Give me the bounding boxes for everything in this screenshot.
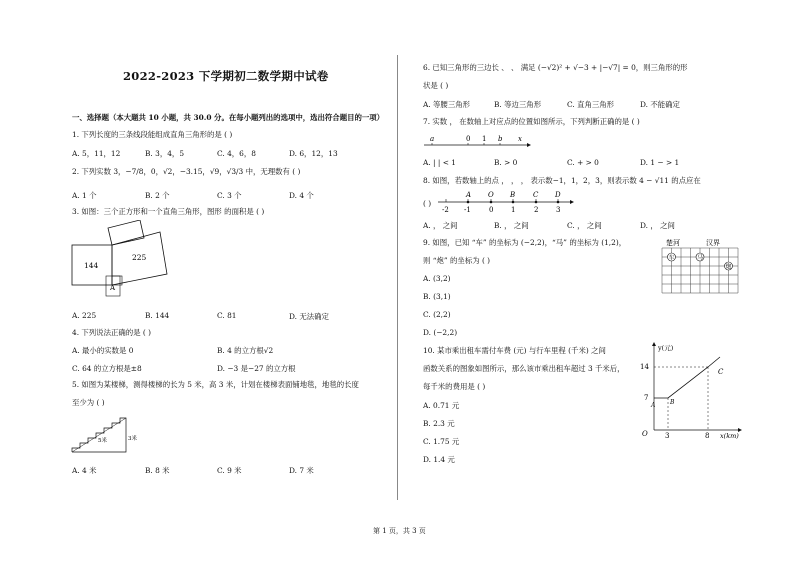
q1-option-a: A. 5，11，12: [72, 149, 121, 158]
q1-option-d: D. 6，12，13: [289, 149, 338, 158]
q5-option-c: C. 9 米: [217, 466, 242, 475]
q5-stairs-figure: [70, 410, 140, 454]
q7-label-x: x: [518, 135, 522, 143]
q10-option-c: C. 1.75 元: [423, 437, 460, 446]
q9-option-b: B. (3,1): [423, 292, 451, 301]
q9-river-right: 汉界: [706, 239, 720, 247]
column-divider: [397, 55, 398, 500]
q10-option-d: D. 1.4 元: [423, 455, 455, 464]
q10-ytick-7: 7: [644, 394, 649, 402]
q8-stem: 8. 如图，若数轴上的点 ， ， ， 表示数−1，1，2，3，则表示数 4 − √11 的点应在: [423, 176, 701, 185]
q3-stem: 3. 如图：三个正方形和一个直角三角形，图形 的面积是 ( ): [72, 207, 265, 216]
q5-option-a: A. 4 米: [72, 466, 97, 475]
q3-option-b: B. 144: [145, 311, 170, 320]
q8-letter-c: C: [533, 191, 539, 199]
q8-num-2: 2: [534, 206, 539, 214]
q9-chess-board: [658, 236, 742, 296]
q10-ytick-14: 14: [640, 363, 649, 371]
q2-option-a: A. 1 个: [72, 191, 97, 200]
q9-piece-ma: 马: [697, 254, 704, 262]
q7-option-c: C. + > 0: [567, 158, 599, 167]
q10-xtick-3: 3: [665, 432, 670, 440]
q4-stem: 4. 下列说法正确的是 ( ): [72, 328, 151, 337]
q3-label-a: A: [110, 284, 116, 292]
q10-xlabel: x(km): [720, 432, 739, 440]
q7-label-a: a: [430, 135, 435, 143]
q10-origin: O: [642, 430, 648, 438]
q6-option-c: C. 直角三角形: [567, 100, 615, 109]
q8-letter-a: A: [466, 191, 472, 199]
q9-stem-line1: 9. 如图，已知 “车” 的坐标为 (−2,2)，“马” 的坐标为 (1,2)，: [423, 238, 627, 247]
q6-stem-line2: 状是 ( ): [423, 81, 449, 90]
q8-letter-o: O: [488, 191, 494, 199]
q7-option-b: B. > 0: [494, 158, 518, 167]
q10-point-b: B: [670, 399, 675, 406]
q9-option-a: A. (3,2): [423, 274, 451, 283]
q7-stem: 7. 实数 ， 在数轴上对应点的位置如图所示，下列判断正确的是 ( ): [423, 117, 640, 126]
page-footer: 第 1 页，共 3 页: [373, 527, 426, 535]
q8-num-neg1: -1: [464, 206, 471, 214]
q5-label-hyp: 5米: [98, 438, 107, 444]
q8-option-d: D. ， 之间: [640, 221, 675, 230]
q4-option-c: C. 64 的立方根是±8: [72, 364, 142, 373]
q8-paren: ( ): [423, 199, 432, 208]
q8-option-c: C. ， 之间: [567, 221, 602, 230]
q8-num-3: 3: [556, 206, 561, 214]
q10-stem-line2: 函数关系的图象如图所示，那么该市乘出租车超过 3 千米后，: [423, 364, 625, 373]
q7-label-1: 1: [482, 135, 487, 143]
q5-option-b: B. 8 米: [145, 466, 170, 475]
q8-letter-d: D: [555, 191, 561, 199]
q3-option-c: C. 81: [217, 311, 237, 320]
q5-label-height: 3米: [128, 436, 137, 442]
q4-option-b: B. 4 的立方根√2: [217, 346, 274, 355]
q3-option-d: D. 无法确定: [289, 312, 329, 321]
q1-option-b: B. 3，4，5: [145, 149, 185, 158]
q2-stem: 2. 下列实数 3，−7/8，0，√2，−3.15，√9，√3/3 中，无理数有 ( ): [72, 167, 301, 176]
q8-option-b: B. ， 之间: [494, 221, 529, 230]
q1-stem: 1. 下列长度的三条线段能组成直角三角形的是 ( ): [72, 130, 233, 139]
q10-option-b: B. 2.3 元: [423, 419, 455, 428]
q7-label-b: b: [498, 135, 503, 143]
q1-option-c: C. 4，6，8: [217, 149, 256, 158]
q10-xtick-8: 8: [705, 432, 710, 440]
q9-option-d: D. (−2,2): [423, 328, 458, 337]
q6-option-a: A. 等腰三角形: [423, 100, 470, 109]
q10-ylabel: y(元): [658, 344, 674, 352]
q9-piece-pao: 炮: [725, 263, 732, 271]
page-title: 2022-2023 下学期初二数学期中试卷: [123, 69, 329, 83]
q2-option-b: B. 2 个: [145, 191, 170, 200]
q10-stem-line3: 每千米的费用是 ( ): [423, 382, 486, 391]
q8-option-a: A. ， 之间: [423, 221, 458, 230]
q10-point-a: A: [651, 402, 656, 409]
q7-option-d: D. 1 − > 1: [640, 158, 680, 167]
q2-option-c: C. 3 个: [217, 191, 242, 200]
q10-fare-graph: [638, 340, 742, 440]
q9-stem-line2: 则 “炮” 的坐标为 ( ): [423, 256, 491, 265]
q6-option-b: B. 等边三角形: [494, 100, 542, 109]
q9-river-left: 楚河: [666, 239, 680, 247]
q8-num-1: 1: [511, 206, 516, 214]
q8-number-line: [436, 188, 576, 214]
q9-option-c: C. (2,2): [423, 310, 451, 319]
q2-option-d: D. 4 个: [289, 191, 314, 200]
q5-stem-line2: 至少为 ( ): [72, 398, 105, 407]
q6-stem-line1: 6. 已知三角形的三边长 、 、 满足 (−√2)² + √−3 + |−√7| = 0，则三角形的形: [423, 63, 688, 72]
q10-stem-line1: 10. 某市乘出租车需付车费 (元) 与行车里程 (千米) 之间: [423, 346, 606, 355]
q8-letter-b: B: [510, 191, 516, 199]
q8-num-0: 0: [489, 206, 494, 214]
q3-option-a: A. 225: [72, 311, 97, 320]
q8-num-neg2: -2: [442, 206, 449, 214]
q3-label-144: 144: [84, 261, 99, 270]
q5-option-d: D. 7 米: [289, 466, 314, 475]
q9-piece-che: 车: [668, 254, 675, 262]
q4-option-d: D. −3 是−27 的立方根: [217, 364, 296, 373]
q5-stem-line1: 5. 如图为某楼梯，测得楼梯的长为 5 米，高 3 米，计划在楼梯表面铺地毯，地毯的长度: [72, 380, 359, 389]
q7-label-0: 0: [466, 135, 471, 143]
q3-label-225: 225: [132, 253, 147, 262]
q10-point-c: C: [718, 368, 724, 376]
q6-option-d: D. 不能确定: [640, 100, 680, 109]
q7-number-line: [422, 130, 532, 152]
section-header: 一、选择题（本大题共 10 小题，共 30.0 分。在每小题列出的选项中，选出符合题目的一项）: [72, 113, 385, 122]
q4-option-a: A. 最小的实数是 0: [72, 346, 134, 355]
q7-option-a: A. | | < 1: [423, 158, 456, 167]
q10-option-a: A. 0.71 元: [423, 401, 460, 410]
q3-squares-figure: [70, 220, 180, 298]
